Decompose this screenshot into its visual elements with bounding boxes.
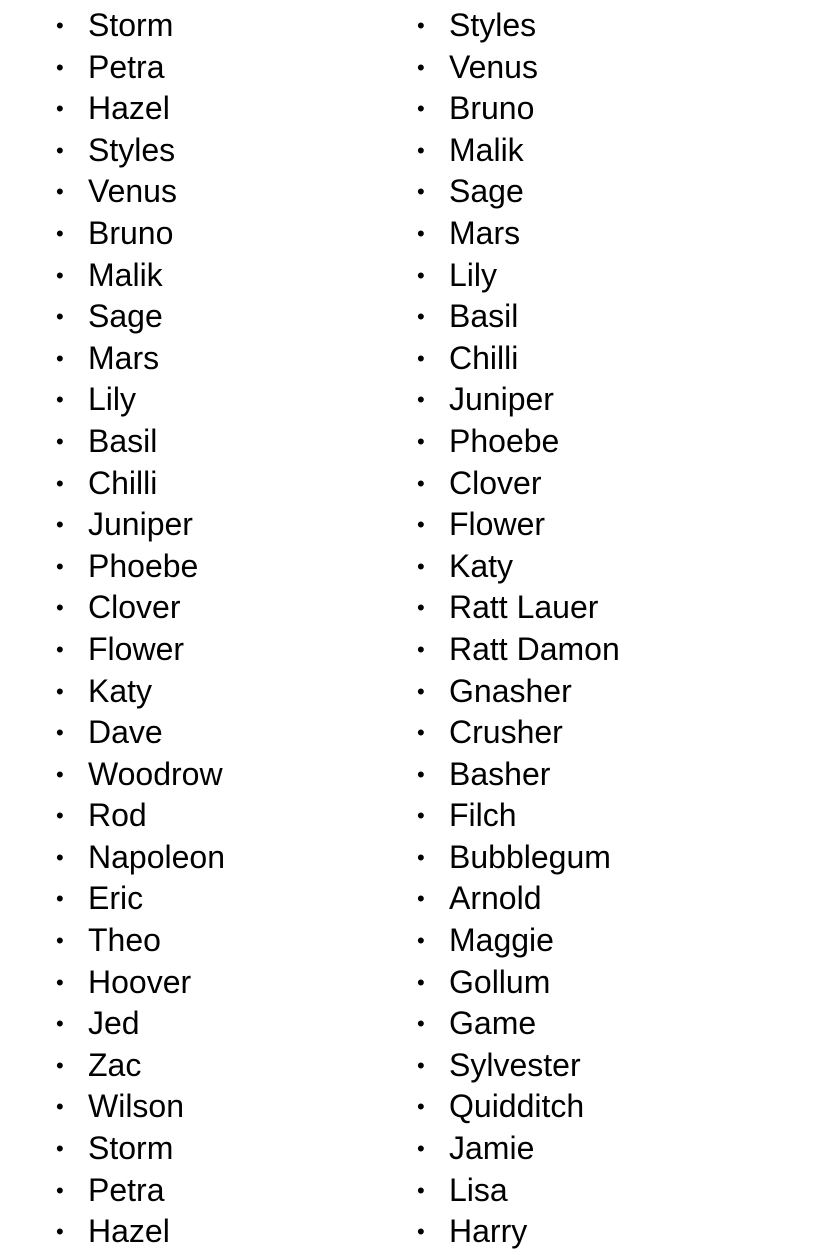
- list-item-text: Jamie: [449, 1130, 535, 1167]
- list-item: [56, 546, 225, 588]
- list-item: [417, 962, 620, 1004]
- bullet-icon: •: [417, 220, 425, 246]
- bullet-icon: •: [56, 428, 64, 454]
- list-item-text: Jed: [88, 1005, 140, 1042]
- list-item-text: Juniper: [449, 381, 554, 418]
- list-item: [417, 878, 620, 920]
- list-item: [56, 920, 225, 962]
- list-item-text: Rod: [88, 797, 147, 834]
- bullet-icon: •: [417, 345, 425, 371]
- list-item-text: Lisa: [449, 1171, 508, 1208]
- list-item: [417, 255, 620, 297]
- bullet-icon: •: [417, 969, 425, 995]
- list-item: [56, 962, 225, 1004]
- bullet-icon: •: [56, 1094, 64, 1120]
- bullet-icon: •: [417, 96, 425, 122]
- list-item-text: Dave: [88, 714, 163, 751]
- bullet-icon: •: [56, 304, 64, 330]
- list-item-text: Bruno: [449, 90, 535, 127]
- list-item: [56, 504, 225, 546]
- bullet-icon: •: [417, 54, 425, 80]
- list-item: [417, 920, 620, 962]
- bullet-icon: •: [417, 304, 425, 330]
- list-item: [56, 1086, 225, 1128]
- bullet-icon: •: [56, 928, 64, 954]
- list-item-text: Katy: [449, 547, 514, 584]
- list-item-text: Phoebe: [88, 547, 199, 584]
- list-item-text: Basil: [88, 422, 158, 459]
- bullet-icon: •: [417, 387, 425, 413]
- list-item: [417, 1045, 620, 1087]
- bullet-icon: •: [417, 1177, 425, 1203]
- bullet-icon: •: [417, 553, 425, 579]
- bullet-icon: •: [56, 886, 64, 912]
- list-item: [417, 421, 620, 463]
- list-item-text: Phoebe: [449, 422, 560, 459]
- list-item: [417, 754, 620, 796]
- list-item: [56, 1045, 225, 1087]
- list-item: [417, 463, 620, 505]
- list-item-text: Mars: [449, 214, 521, 251]
- bullet-icon: •: [56, 54, 64, 80]
- list-item-text: Game: [449, 1005, 537, 1042]
- bullet-icon: •: [56, 1011, 64, 1037]
- list-item-text: Woodrow: [88, 755, 223, 792]
- bullet-icon: •: [417, 262, 425, 288]
- bullet-icon: •: [56, 470, 64, 496]
- list-item: [417, 379, 620, 421]
- bullet-icon: •: [56, 553, 64, 579]
- list-item: [417, 837, 620, 879]
- bullet-icon: •: [417, 1094, 425, 1120]
- bullet-icon: •: [56, 1136, 64, 1162]
- bullet-icon: •: [417, 803, 425, 829]
- bullet-icon: •: [417, 678, 425, 704]
- list-item: [417, 1211, 620, 1253]
- list-item-text: Storm: [88, 7, 174, 43]
- bullet-icon: •: [56, 844, 64, 870]
- list-item: [417, 1128, 620, 1170]
- names-list-right: [417, 5, 620, 1253]
- bullet-icon: •: [417, 844, 425, 870]
- bullet-icon: •: [56, 137, 64, 163]
- bullet-icon: •: [56, 179, 64, 205]
- bullet-icon: •: [56, 512, 64, 538]
- bullet-icon: •: [56, 595, 64, 621]
- list-item-text: Mars: [88, 339, 160, 376]
- list-item-text: Lily: [88, 381, 137, 418]
- list-item: [417, 795, 620, 837]
- list-item: [56, 795, 225, 837]
- bullet-icon: •: [417, 720, 425, 746]
- list-item: [417, 338, 620, 380]
- list-item: [56, 629, 225, 671]
- list-item-text: Malik: [88, 256, 163, 293]
- list-item-text: Flower: [88, 630, 185, 667]
- list-item-text: Eric: [88, 880, 144, 917]
- list-item: [417, 1170, 620, 1212]
- list-item: [56, 1170, 225, 1212]
- list-item-text: Bruno: [88, 214, 174, 251]
- list-item: [417, 1003, 620, 1045]
- list-item: [56, 712, 225, 754]
- list-item-text: Flower: [449, 506, 546, 543]
- bullet-icon: •: [56, 345, 64, 371]
- list-item: [56, 338, 225, 380]
- list-item-text: Napoleon: [88, 838, 225, 875]
- list-item-text: Basil: [449, 298, 519, 335]
- list-item: [56, 88, 225, 130]
- list-item-text: Malik: [449, 131, 524, 168]
- list-item-text: Chilli: [449, 339, 519, 376]
- list-item: [56, 671, 225, 713]
- bullet-icon: •: [417, 512, 425, 538]
- list-item: [417, 296, 620, 338]
- list-item: [56, 47, 225, 89]
- list-item: [56, 213, 225, 255]
- list-item: [417, 47, 620, 89]
- list-item-text: Storm: [88, 1130, 174, 1167]
- names-list-left: [56, 5, 225, 1253]
- list-item-text: Maggie: [449, 922, 554, 959]
- list-item: [56, 1003, 225, 1045]
- list-item: [417, 504, 620, 546]
- bullet-icon: •: [56, 761, 64, 787]
- list-item-text: Venus: [449, 48, 538, 85]
- list-item: [417, 546, 620, 588]
- list-item: [56, 130, 225, 172]
- bullet-icon: •: [417, 1219, 425, 1245]
- list-item-text: Harry: [449, 1213, 528, 1250]
- bullet-icon: •: [417, 137, 425, 163]
- list-item: [56, 5, 225, 47]
- list-item-text: Quidditch: [449, 1088, 585, 1125]
- list-item-text: Wilson: [88, 1088, 185, 1125]
- bullet-icon: •: [417, 595, 425, 621]
- list-item-text: Sage: [449, 173, 524, 210]
- list-item-text: Basher: [449, 755, 551, 792]
- list-item-text: Styles: [449, 7, 537, 43]
- bullet-icon: •: [56, 13, 64, 38]
- list-item: [56, 878, 225, 920]
- bullet-icon: •: [417, 1136, 425, 1162]
- list-item-text: Styles: [88, 131, 176, 168]
- list-item: [56, 463, 225, 505]
- list-item: [417, 130, 620, 172]
- bullet-icon: •: [56, 262, 64, 288]
- list-item-text: Gnasher: [449, 672, 572, 709]
- list-item-text: Ratt Lauer: [449, 589, 599, 626]
- list-item: [56, 296, 225, 338]
- list-item-text: Ratt Damon: [449, 630, 620, 667]
- list-item: [56, 1128, 225, 1170]
- bullet-icon: •: [56, 220, 64, 246]
- list-item: [56, 587, 225, 629]
- bullet-icon: •: [417, 1011, 425, 1037]
- list-item: [417, 5, 620, 47]
- list-item: [417, 587, 620, 629]
- list-item: [417, 171, 620, 213]
- bullet-icon: •: [56, 720, 64, 746]
- list-item-text: Hazel: [88, 1213, 170, 1250]
- bullet-icon: •: [56, 969, 64, 995]
- bullet-icon: •: [56, 803, 64, 829]
- list-item-text: Petra: [88, 48, 165, 85]
- bullet-icon: •: [417, 13, 425, 38]
- list-item-text: Crusher: [449, 714, 563, 751]
- bullet-icon: •: [56, 387, 64, 413]
- list-item-text: Gollum: [449, 963, 551, 1000]
- list-item-text: Arnold: [449, 880, 542, 917]
- bullet-icon: •: [417, 761, 425, 787]
- list-item-text: Petra: [88, 1171, 165, 1208]
- bullet-icon: •: [56, 96, 64, 122]
- bullet-icon: •: [417, 636, 425, 662]
- list-item-text: Katy: [88, 672, 153, 709]
- bullet-icon: •: [417, 1052, 425, 1078]
- list-item-text: Lily: [449, 256, 498, 293]
- bullet-icon: •: [56, 678, 64, 704]
- list-item-text: Clover: [88, 589, 181, 626]
- list-item-text: Hoover: [88, 963, 192, 1000]
- bullet-icon: •: [56, 1052, 64, 1078]
- bullet-icon: •: [56, 1177, 64, 1203]
- bullet-icon: •: [417, 928, 425, 954]
- list-item-text: Venus: [88, 173, 177, 210]
- list-item: [417, 1086, 620, 1128]
- list-item-text: Zac: [88, 1046, 142, 1083]
- list-item: [56, 754, 225, 796]
- bullet-icon: •: [417, 179, 425, 205]
- bullet-icon: •: [417, 470, 425, 496]
- list-item: [56, 255, 225, 297]
- list-item: [56, 421, 225, 463]
- list-item-text: Juniper: [88, 506, 193, 543]
- list-item: [417, 88, 620, 130]
- list-item: [417, 712, 620, 754]
- bullet-icon: •: [417, 886, 425, 912]
- list-item-text: Hazel: [88, 90, 170, 127]
- list-item: [56, 1211, 225, 1253]
- bullet-icon: •: [56, 1219, 64, 1245]
- bullet-icon: •: [56, 636, 64, 662]
- list-item: [56, 171, 225, 213]
- list-item-text: Clover: [449, 464, 542, 501]
- list-item-text: Filch: [449, 797, 517, 834]
- list-item-text: Chilli: [88, 464, 158, 501]
- list-item: [56, 379, 225, 421]
- bullet-icon: •: [417, 428, 425, 454]
- list-item: [417, 629, 620, 671]
- list-item-text: Bubblegum: [449, 838, 611, 875]
- list-item: [417, 671, 620, 713]
- list-item-text: Theo: [88, 922, 161, 959]
- list-item-text: Sage: [88, 298, 163, 335]
- list-item-text: Sylvester: [449, 1046, 581, 1083]
- list-item: [56, 837, 225, 879]
- list-item: [417, 213, 620, 255]
